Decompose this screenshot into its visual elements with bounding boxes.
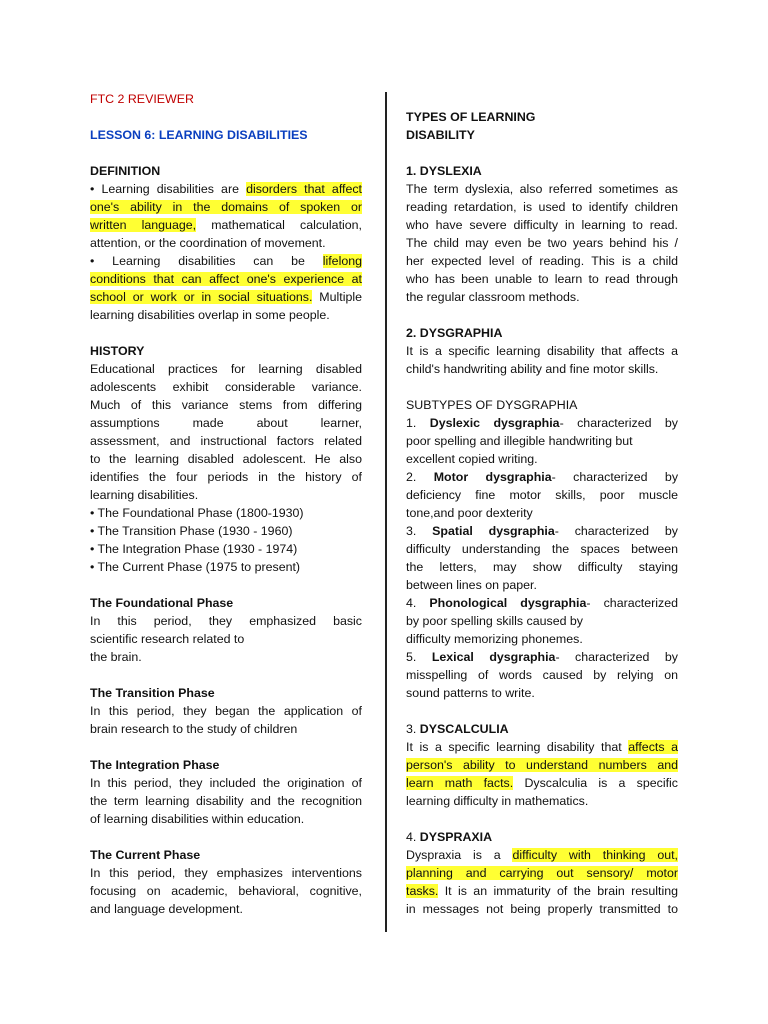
subtype-line: 2. Motor dysgraphia- characterized by xyxy=(406,470,679,484)
dyscalculia-heading: 3. DYSCALCULIA xyxy=(406,722,509,736)
paragraph-line: brain research to the study of children xyxy=(90,722,298,736)
history-line: adolescents exhibit considerable variance. xyxy=(90,380,362,394)
history-line: identifies the four periods in the history of xyxy=(90,470,362,484)
definition-line: school or work or in social situations. Multiple xyxy=(90,290,362,304)
history-heading: HISTORY xyxy=(90,344,145,358)
highlight: one's ability in the domains of spoken or xyxy=(90,200,362,214)
highlight: disorders that affect xyxy=(246,182,363,196)
dysgraphia-heading: 2. DYSGRAPHIA xyxy=(406,326,503,340)
paragraph-line: In this period, they began the application of xyxy=(90,704,362,718)
left-column xyxy=(90,90,362,918)
subtype-line: difficulty understanding the spaces between xyxy=(406,542,678,556)
paragraph-line xyxy=(406,864,678,882)
paragraph-line: The child may even be two years behind his / xyxy=(406,236,678,250)
paragraph-line: her expected level of reading. This is a child xyxy=(406,254,678,268)
foundational-heading: The Foundational Phase xyxy=(90,596,234,610)
phase-list-item: • The Current Phase (1975 to present) xyxy=(90,560,301,574)
highlight: learn math facts. xyxy=(406,776,514,790)
paragraph-line: learn math facts. Dyscalculia is a specific xyxy=(406,776,678,790)
definition-line xyxy=(90,198,362,216)
highlight: conditions that can affect one's experience at xyxy=(90,272,362,286)
paragraph-line: the term learning disability and the recognition xyxy=(90,794,362,808)
history-line: Educational practices for learning disabled xyxy=(90,362,362,376)
definition-heading: DEFINITION xyxy=(90,164,161,178)
document-title: FTC 2 REVIEWER xyxy=(90,92,194,106)
paragraph-line: reading retardation, is used to identify children xyxy=(406,200,678,214)
highlight: written language, xyxy=(90,218,197,232)
subtype-line: difficulty memorizing phonemes. xyxy=(406,632,583,646)
subtype-line: poor spelling and illegible handwriting but xyxy=(406,434,633,448)
integration-heading: The Integration Phase xyxy=(90,758,220,772)
definition-line: attention, or the coordination of movement. xyxy=(90,236,326,250)
history-line: assumptions made about learner, xyxy=(90,416,362,430)
paragraph-line: Dyspraxia is a difficulty with thinking out, xyxy=(406,848,678,862)
column-divider xyxy=(385,92,387,932)
history-line: assessment, and instructional factors related xyxy=(90,434,362,448)
phase-list-item: • The Foundational Phase (1800-1930) xyxy=(90,506,304,520)
paragraph-line: learning difficulty in mathematics. xyxy=(406,794,589,808)
paragraph-line xyxy=(406,756,678,774)
subtype-line: excellent copied writing. xyxy=(406,452,538,466)
subtype-line: the letters, may show difficulty staying xyxy=(406,560,678,574)
definition-line xyxy=(90,270,362,288)
subtype-line: by poor spelling skills caused by xyxy=(406,614,584,628)
subtypes-heading: SUBTYPES OF DYSGRAPHIA xyxy=(406,398,578,412)
definition-line: learning disabilities overlap in some people. xyxy=(90,308,330,322)
history-line: Much of this variance stems from differing xyxy=(90,398,362,412)
highlight: tasks. xyxy=(406,884,439,898)
dyslexia-heading: 1. DYSLEXIA xyxy=(406,164,482,178)
paragraph-line: focusing on academic, behavioral, cognitive, xyxy=(90,884,362,898)
paragraph-line: who have severe difficulty in learning to read. xyxy=(406,218,678,232)
dyspraxia-heading: 4. DYSPRAXIA xyxy=(406,830,493,844)
subtype-line: deficiency fine motor skills, poor muscle xyxy=(406,488,678,502)
paragraph-line: In this period, they emphasized basic xyxy=(90,614,362,628)
paragraph-line: scientific research related to xyxy=(90,632,245,646)
highlight: planning and carrying out sensory/ motor xyxy=(406,866,678,880)
definition-line: written language, mathematical calculation, xyxy=(90,218,362,232)
paragraph-line: in messages not being properly transmitted to xyxy=(406,902,678,916)
lesson-title: LESSON 6: LEARNING DISABILITIES xyxy=(90,128,308,142)
paragraph-line: the brain. xyxy=(90,650,142,664)
highlight: difficulty with thinking out, xyxy=(512,848,678,862)
paragraph-line: In this period, they emphasizes interventions xyxy=(90,866,362,880)
highlight: person's ability to understand numbers and xyxy=(406,758,678,772)
paragraph-line: The term dyslexia, also referred sometimes as xyxy=(406,182,678,196)
highlight: lifelong xyxy=(322,254,362,268)
types-heading: TYPES OF LEARNING xyxy=(406,110,536,124)
paragraph-line: It is a specific learning disability that affects a xyxy=(406,740,678,754)
right-column xyxy=(406,108,678,918)
subtype-line: sound patterns to write. xyxy=(406,686,535,700)
paragraph-line: It is a specific learning disability that affects a xyxy=(406,344,678,358)
phase-list-item: • The Integration Phase (1930 - 1974) xyxy=(90,542,298,556)
transition-heading: The Transition Phase xyxy=(90,686,215,700)
highlight: school or work or in social situations. xyxy=(90,290,313,304)
paragraph-line: child's handwriting ability and fine motor skills. xyxy=(406,362,659,376)
types-heading: DISABILITY xyxy=(406,128,475,142)
paragraph-line: tasks. It is an immaturity of the brain resulting xyxy=(406,884,678,898)
paragraph-line: of learning disabilities within education. xyxy=(90,812,305,826)
current-heading: The Current Phase xyxy=(90,848,201,862)
history-line: learning disabilities. xyxy=(90,488,199,502)
subtype-line: 4. Phonological dysgraphia- characterized xyxy=(406,596,678,610)
subtype-line: tone,and poor dexterity xyxy=(406,506,533,520)
definition-line: • Learning disabilities are disorders that affect xyxy=(90,182,363,196)
subtype-line: between lines on paper. xyxy=(406,578,537,592)
definition-line: • Learning disabilities can be lifelong xyxy=(90,254,362,268)
subtype-line: misspelling of words caused by relying on xyxy=(406,668,678,682)
paragraph-line: the regular classroom methods. xyxy=(406,290,580,304)
paragraph-line: In this period, they included the origination of xyxy=(90,776,362,790)
highlight: affects a xyxy=(628,740,678,754)
paragraph-line: and language development. xyxy=(90,902,243,916)
phase-list-item: • The Transition Phase (1930 - 1960) xyxy=(90,524,293,538)
paragraph-line: who has been unable to learn to read through xyxy=(406,272,678,286)
history-line: to the learning disabled adolescent. He also xyxy=(90,452,362,466)
subtype-line: 1. Dyslexic dysgraphia- characterized by xyxy=(406,416,678,430)
subtype-line: 5. Lexical dysgraphia- characterized by xyxy=(406,650,678,664)
subtype-line: 3. Spatial dysgraphia- characterized by xyxy=(406,524,678,538)
